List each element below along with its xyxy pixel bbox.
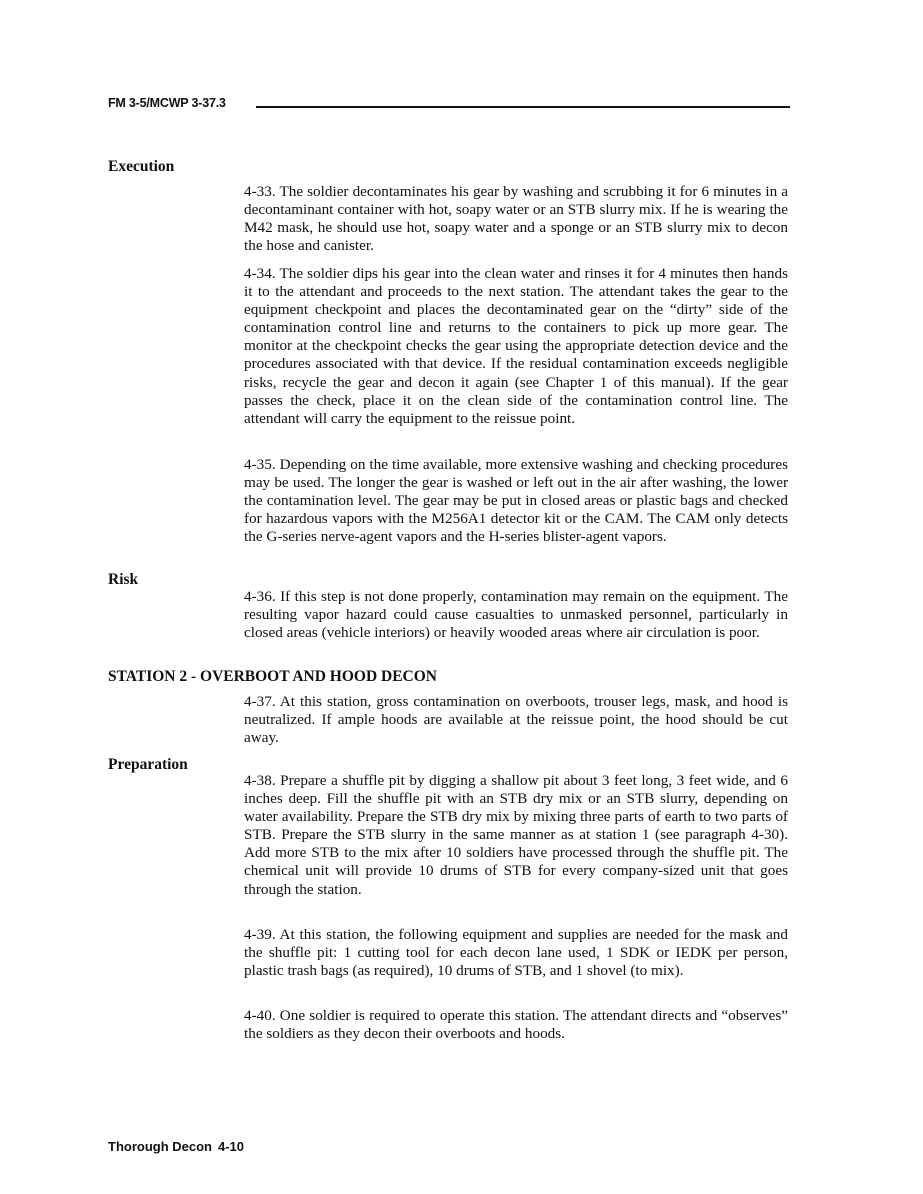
preparation-heading: Preparation: [108, 756, 188, 773]
paragraph-4-33: 4-33. The soldier decontaminates his gear by washing and scrubbing it for 6 minutes in a decontaminant container with hot, soapy water or an STB slurry mix. If he is wearing the M42 mask, he should use hot, soapy water and a sponge or an STB slurry mix to decon the hose and canister.: [244, 183, 788, 255]
paragraph-4-34: 4-34. The soldier dips his gear into the clean water and rinses it for 4 minutes then hands it to the attendant and proceeds to the next station. The attendant takes the gear to the equipment checkpoint and places the decontaminated gear on the “dirty” side of the contamination control line and returns to the containers to pick up more gear. The monitor at the checkpoint checks the gear using the appropriate detection device and the procedures associated with that device. If the residual contamination exceeds negligible risks, recycle the gear and decon it again (see Chapter 1 of this manual). If the gear passes the check, place it on the clean side of the contamination control line. The attendant will carry the equipment to the reissue point.: [244, 265, 788, 427]
execution-heading: Execution: [108, 158, 175, 175]
paragraph-4-40: 4-40. One soldier is required to operate this station. The attendant directs and “observes” the soldiers as they decon their overboots and hoods.: [244, 1007, 788, 1043]
footer-page-number: 4-10: [218, 1139, 245, 1154]
page-header: [108, 94, 790, 116]
paragraph-4-35: 4-35. Depending on the time available, more extensive washing and checking procedures may be used. The longer the gear is washed or left out in the air after washing, the lower the contamination level. The gear may be put in closed areas or plastic bags and checked for hazardous vapors with the M256A1 detector kit or the CAM. The CAM only detects the G-series nerve-agent vapors and the H-series blister-agent vapors.: [244, 456, 788, 546]
paragraph-4-39: 4-39. At this station, the following equipment and supplies are needed for the mask and the shuffle pit: 1 cutting tool for each decon lane used, 1 SDK or IEDK per person, plastic trash bags (as required), 10 drums of STB, and 1 shovel (to mix).: [244, 926, 788, 980]
station-2-heading: STATION 2 - OVERBOOT AND HOOD DECON: [108, 668, 437, 685]
paragraph-4-38: 4-38. Prepare a shuffle pit by digging a shallow pit about 3 feet long, 3 feet wide, and 6 inches deep. Fill the shuffle pit with an STB dry mix or an STB slurry, depending on water availability. Prepare the STB dry mix by mixing three parts of earth to two parts of STB. Prepare the STB slurry in the same manner as at station 1 (see paragraph 4-30). Add more STB to the mix after 10 soldiers have processed through the shuffle pit. The chemical unit will provide 10 drums of STB for every company-sized unit that goes through the station.: [244, 772, 788, 898]
paragraph-4-36: 4-36. If this step is not done properly, contamination may remain on the equipment. The resulting vapor hazard could cause casualties to unmasked personnel, particularly in closed areas (vehicle interiors) or heavily wooded areas where air circulation is poor.: [244, 588, 788, 642]
header-rule: [256, 106, 790, 108]
page-footer: [108, 1139, 250, 1154]
document-id: FM 3-5/MCWP 3-37.3: [108, 96, 226, 110]
footer-title: Thorough Decon: [108, 1139, 212, 1154]
paragraph-4-37: 4-37. At this station, gross contamination on overboots, trouser legs, mask, and hood is neutralized. If ample hoods are available at the reissue point, the hood should be cut away.: [244, 693, 788, 747]
risk-heading: Risk: [108, 571, 139, 588]
